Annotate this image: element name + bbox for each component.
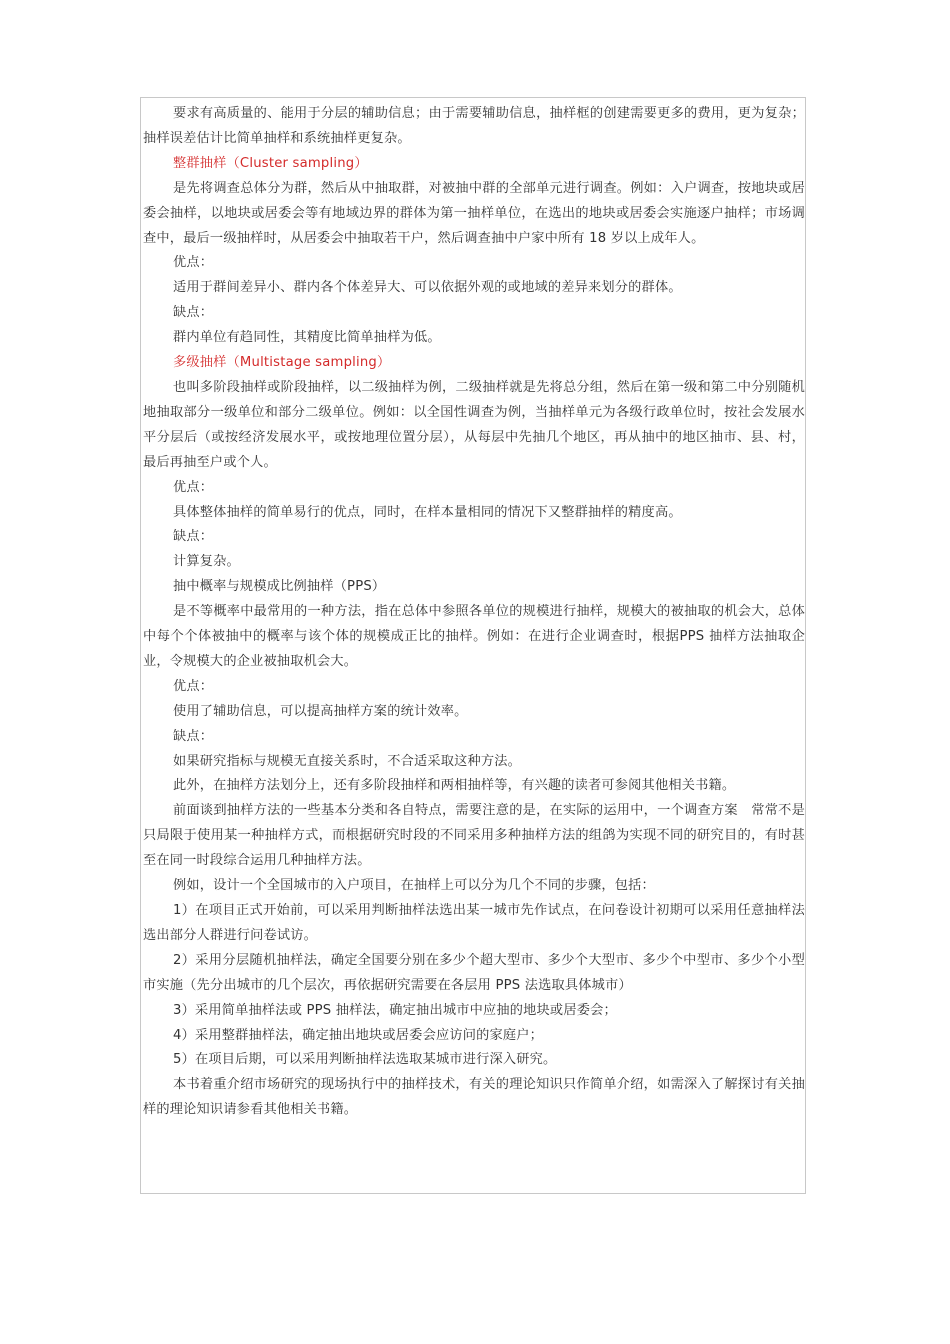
paragraph: 如果研究指标与规模无直接关系时，不合适采取这种方法。 [173, 753, 522, 769]
disadvantages-label: 缺点： [173, 529, 214, 545]
list-item: 5）在项目后期，可以采用判断抽样法选取某城市进行深入研究。 [173, 1052, 557, 1068]
section-heading-cluster-sampling: 整群抽样（Cluster sampling） [173, 155, 368, 171]
paragraph: 具体整体抽样的简单易行的优点，同时，在样本量相同的情况下又整群抽样的精度高。 [173, 504, 682, 520]
list-item: 3）采用简单抽样法或 PPS 抽样法，确定抽出城市中应抽的地块或居委会； [173, 1002, 617, 1018]
list-item: 4）采用整群抽样法，确定抽出地块或居委会应访问的家庭户； [173, 1027, 544, 1043]
paragraph: 要求有高质量的、能用于分层的辅助信息；由于需要辅助信息，抽样框的创建需要更多的费用，更为复杂；抽样误差估计比简单抽样和系统抽样更复杂。 [143, 106, 805, 146]
advantages-label: 优点： [173, 255, 214, 271]
paragraph: 群内单位有趋同性，其精度比简单抽样为低。 [173, 330, 441, 346]
paragraph: 使用了辅助信息，可以提高抽样方案的统计效率。 [173, 703, 468, 719]
document-body [143, 102, 805, 1123]
disadvantages-label: 缺点： [173, 728, 214, 744]
paragraph: 适用于群间差异小、群内各个体差异大、可以依据外观的或地域的差异来划分的群体。 [173, 280, 682, 296]
paragraph: 是不等概率中最常用的一种方法，指在总体中参照各单位的规模进行抽样，规模大的被抽取的机会大，总体中每个个体被抽中的概率与该个体的规模成正比的抽样。例如：在进行企业调查时，根据PPS 抽样方法抽取企业，令规模大的企业被抽取机会大。 [143, 604, 805, 669]
paragraph: 计算复杂。 [173, 554, 240, 570]
paragraph: 本书着重介绍市场研究的现场执行中的抽样技术，有关的理论知识只作简单介绍，如需深入了解探讨有关抽样的理论知识请参看其他相关书籍。 [143, 1077, 805, 1118]
paragraph: 前面谈到抽样方法的一些基本分类和各自特点，需要注意的是，在实际的运用中，一个调查方案 常常不是只局限于使用某一种抽样方式，而根据研究时段的不同采用多种抽样方法的组鸽为实现不同的研究目的，有时甚至在同一时段综合运用几种抽样方法。 [143, 803, 805, 869]
advantages-label: 优点： [173, 479, 214, 495]
paragraph: 例如，设计一个全国城市的入户项目，在抽样上可以分为几个不同的步骤，包括： [173, 878, 655, 894]
list-item: 2）采用分层随机抽样法，确定全国要分别在多少个超大型市、多少个大型市、多少个中型市、多少个小型市实施（先分出城市的几个层次，再依据研究需要在各层用 PPS 法选取具体城市） [143, 952, 805, 993]
paragraph: 也叫多阶段抽样或阶段抽样，以二级抽样为例，二级抽样就是先将总分组，然后在第一级和第二中分别随机地抽取部分一级单位和部分二级单位。例如：以全国性调查为例，当抽样单元为各级行政单位时，按社会发展水平分层后（或按经济发展水平，或按地理位置分层），从每层中先抽几个地区，再从抽中的地区抽市、县、村，最后再抽至户或个人。 [143, 379, 805, 470]
paragraph: 此外，在抽样方法划分上，还有多阶段抽样和两相抽样等，有兴趣的读者可参阅其他相关书籍。 [173, 778, 736, 794]
section-heading-multistage-sampling: 多级抽样（Multistage sampling） [173, 355, 391, 371]
section-heading-pps: 抽中概率与规模成比例抽样（PPS） [173, 579, 386, 595]
paragraph: 是先将调查总体分为群，然后从中抽取群，对被抽中群的全部单元进行调查。例如：入户调查，按地块或居委会抽样，以地块或居委会等有地域边界的群体为第一抽样单位，在选出的地块或居委会实施逐户抽样；市场调查中，最后一级抽样时，从居委会中抽取若干户，然后调查抽中户家中所有 18 岁以上成年人。 [143, 180, 805, 246]
advantages-label: 优点： [173, 678, 214, 694]
disadvantages-label: 缺点： [173, 305, 214, 321]
list-item: 1）在项目正式开始前，可以采用判断抽样法选出某一城市先作试点，在问卷设计初期可以采用任意抽样法选出部分人群进行问卷试访。 [143, 903, 805, 943]
